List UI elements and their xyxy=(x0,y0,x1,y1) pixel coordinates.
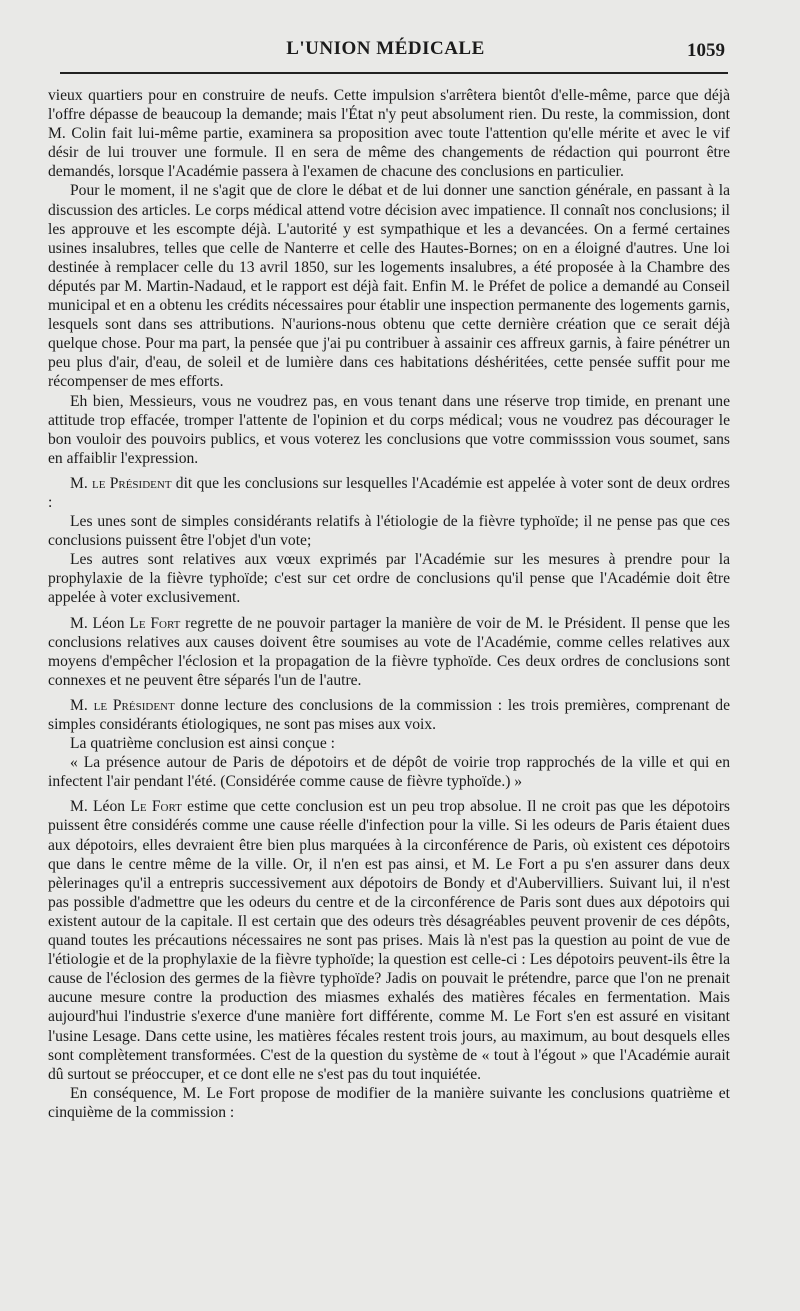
paragraph xyxy=(48,614,730,690)
page-header xyxy=(46,36,725,64)
speaker-name: le Président xyxy=(92,474,172,492)
paragraph-text: Pour le moment, il ne s'agit que de clore le débat et de lui donner une sanction générale, en passant à la discussion des articles. Le corps médical attend votre décision avec impatience. Il connaît nos conclusions; il les approuve et les escompte déjà. L'autorité y est sympathique et les a devancées. On a fermé certaines usines insalubres, telles que celle de Nanterre et celle des Hautes-Bornes; on en a éloigné d'autres. Une loi destinée à remplacer celle du 13 avril 1850, sur les logements insalubres, a été proposée à la Chambre des députés par M. Martin-Nadaud, et le rapport est déjà fait. Enfin M. le Préfet de police a demandé au Conseil municipal et en a obtenu les crédits nécessaires pour établir une inspection permanente des logements garnis, lesquels sont dans ses attributions. N'aurions-nous obtenu que cette dernière création que ce serait déjà quelque chose. Pour ma part, la pensée que j'ai pu contribuer à assainir ces affreux garnis, à faire pénétrer un peu plus d'air, d'eau, de soleil et de lumière dans ces habitations déshéritées, cette pensée suffit pour me récompenser de mes efforts. xyxy=(48,182,730,391)
body-text xyxy=(48,86,730,1122)
paragraph-text: Les unes sont de simples considérants relatifs à l'étiologie de la fièvre typhoïde; il ne pense pas que ces conclusions puissent être l'objet d'un vote; xyxy=(48,513,730,550)
speaker-name: Le Fort xyxy=(130,798,182,816)
paragraph xyxy=(48,696,730,734)
paragraph-text: regrette de ne pouvoir partager la manière de voir de M. le Président. Il pense que les conclusions relatives aux causes doivent être soumises au vote de l'Académie, comme celles relatives aux moyens d'empêcher l'éclosion et la propagation de la fièvre typhoïde. Ces deux ordres de conclusions sont connexes et ne peuvent être séparés l'un de l'autre. xyxy=(48,614,731,689)
paragraph-text: M. Léon xyxy=(70,798,131,816)
paragraph-text: dit que les conclusions sur lesquelles l'Académie est appelée à voter sont de deux ordres : xyxy=(48,474,730,511)
paragraph-text: Eh bien, Messieurs, vous ne voudrez pas, en vous tenant dans une réserve trop timide, en prenant une attitude trop effacée, tromper l'attente de l'opinion et du corps médical; vous ne voudrez pas décourager le bon vouloir des pouvoirs publics, et vous voterez les conclusions que votre commisssion vous soumet, sans en affaiblir l'expression. xyxy=(48,392,730,467)
paragraph-text: Les autres sont relatives aux vœux exprimés par l'Académie sur les mesures à prendre pour la prophylaxie de la fièvre typhoïde; c'est sur cet ordre de conclusions qu'il pense que l'Académie doit être appelée à voter exclusivement. xyxy=(48,551,730,607)
paragraph xyxy=(48,1084,730,1122)
paragraph xyxy=(48,734,730,753)
paragraph xyxy=(48,797,730,1083)
paragraph-text: En conséquence, M. Le Fort propose de modifier de la manière suivante les conclusions quatrième et cinquième de la commission : xyxy=(48,1084,730,1121)
paragraph xyxy=(48,86,730,181)
paragraph xyxy=(48,753,730,791)
paragraph-text: donne lecture des conclusions de la commission : les trois premières, comprenant de simples considérants étiologiques, ne sont pas mises aux voix. xyxy=(48,696,730,733)
paragraph-text: vieux quartiers pour en construire de neufs. Cette impulsion s'arrêtera bientôt d'elle-même, parce que déjà l'offre dépasse de beaucoup la demande; mais l'État n'y peut absolument rien. Du reste, la commission, dont M. Colin fait lui-même partie, examinera sa proposition avec toute l'attention qu'elle mérite et avec le vif désir de lui trouver une formule. Il en sera de même des changements de rédaction qui pourront être demandés, lorsque l'Académie passera à l'examen de chacune des conclusions en particulier. xyxy=(48,87,730,181)
speaker-name: le Président xyxy=(93,696,175,714)
paragraph xyxy=(48,181,730,391)
speaker-name: Le Fort xyxy=(129,614,181,632)
paragraph xyxy=(48,550,730,607)
paragraph-text: « La présence autour de Paris de dépotoirs et de dépôt de voirie trop rapprochés de la ville et qui en infectent l'air pendant l'été. (Considérée comme cause de fièvre typhoïde.) » xyxy=(48,754,730,791)
paragraph-text: estime que cette conclusion est un peu trop absolue. Il ne croit pas que les dépotoirs puissent être considérés comme une cause réelle d'infection pour la ville. Si les odeurs de Paris étaient dues aux dépotoirs, elles devraient être bien plus marquées à la circonférence de Paris, où existent ces dépotoirs que dans le centre même de la ville. Or, il n'en est pas ainsi, et M. Le Fort a pu s'en assurer dans deux pèlerinages qu'il a entrepris successivement aux dépotoirs de Bondy et d'Aubervilliers. Suivant lui, il n'est pas possible d'admettre que les odeurs du centre et de la circonférence de Paris sont dues aux dépotoirs qui existent autour de la capitale. Il est certain que des odeurs très désagréables peuvent provenir de ces dépôts, quand toutes les précautions nécessaires ne sont pas prises. Mais là n'est pas la question au point de vue de l'étiologie et de la prophylaxie de la fièvre typhoïde; la question est celle-ci : Les dépotoirs peuvent-ils être la cause de l'éclosion des germes de la fièvre typhoïde? Jadis on pouvait le prétendre, parce que l'on ne prenait aucune mesure contre la production des miasmes exhalés des matières fécales en fermentation. Mais aujourd'hui l'industrie s'exerce d'une manière fort différente, comme M. Le Fort s'en est assuré en visitant l'usine Lesage. Dans cette usine, les matières fécales restent trois jours, au maximum, au bout desquels elles sont complètement transformées. C'est de la question du système de « tout à l'égout » que l'Académie aurait dû surtout se préoccuper, et ce dont elle ne s'est pas du tout inquiétée. xyxy=(48,798,730,1083)
page-number: 1059 xyxy=(687,40,725,61)
paragraph-text: M. xyxy=(70,474,93,492)
paragraph-text: La quatrième conclusion est ainsi conçue : xyxy=(70,735,336,753)
paragraph xyxy=(48,512,730,550)
paragraph-text: M. xyxy=(70,696,94,714)
paragraph xyxy=(48,392,730,468)
paragraph xyxy=(48,474,730,512)
header-rule xyxy=(60,72,728,74)
running-title: L'UNION MÉDICALE xyxy=(286,38,485,59)
paragraph-text: M. Léon xyxy=(70,614,130,632)
